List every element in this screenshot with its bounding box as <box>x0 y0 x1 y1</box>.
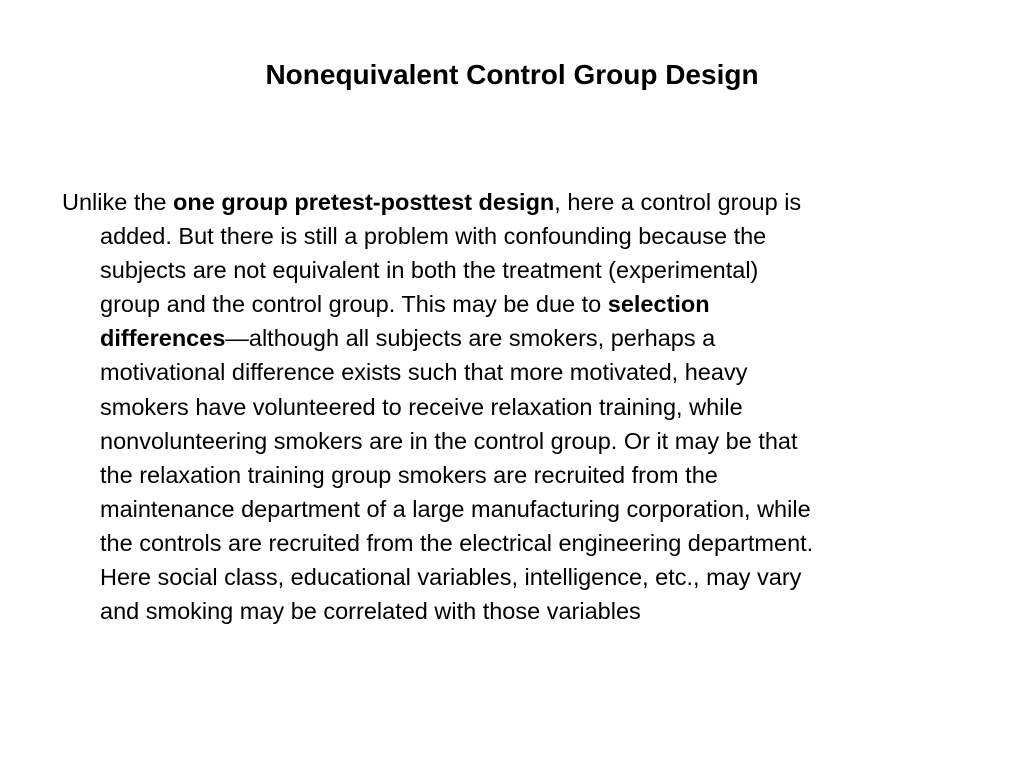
paragraph-line: motivational difference exists such that more motivated, heavy <box>100 359 748 386</box>
paragraph-line: added. But there is still a problem with confounding because the <box>100 223 767 250</box>
term-differences: differences <box>100 325 226 352</box>
term-selection: selection <box>607 291 710 318</box>
paragraph-line: the controls are recruited from the electrical engineering department. <box>100 529 814 556</box>
body-paragraph <box>62 185 974 628</box>
term-one-group-pretest-posttest-design: one group pretest-posttest design <box>173 189 555 215</box>
paragraph-line: and smoking may be correlated with those variables <box>100 598 641 625</box>
slide-title: Nonequivalent Control Group Design <box>265 59 759 90</box>
paragraph-line: differences—although all subjects are smokers, perhaps a <box>100 325 716 352</box>
paragraph-line: subjects are not equivalent in both the treatment (experimental) <box>100 257 759 284</box>
paragraph-line: smokers have volunteered to receive relaxation training, while <box>100 393 743 420</box>
paragraph-line: Here social class, educational variables, intelligence, etc., may vary <box>100 564 802 591</box>
paragraph-line: maintenance department of a large manufacturing corporation, while <box>100 495 811 522</box>
paragraph-line: the relaxation training group smokers are recruited from the <box>100 461 718 488</box>
paragraph-line: Unlike the one group pretest-posttest design, here a control group is <box>62 189 802 215</box>
paragraph-line: nonvolunteering smokers are in the control group. Or it may be that <box>100 427 798 454</box>
paragraph-line: group and the control group. This may be due to selection <box>100 291 710 318</box>
